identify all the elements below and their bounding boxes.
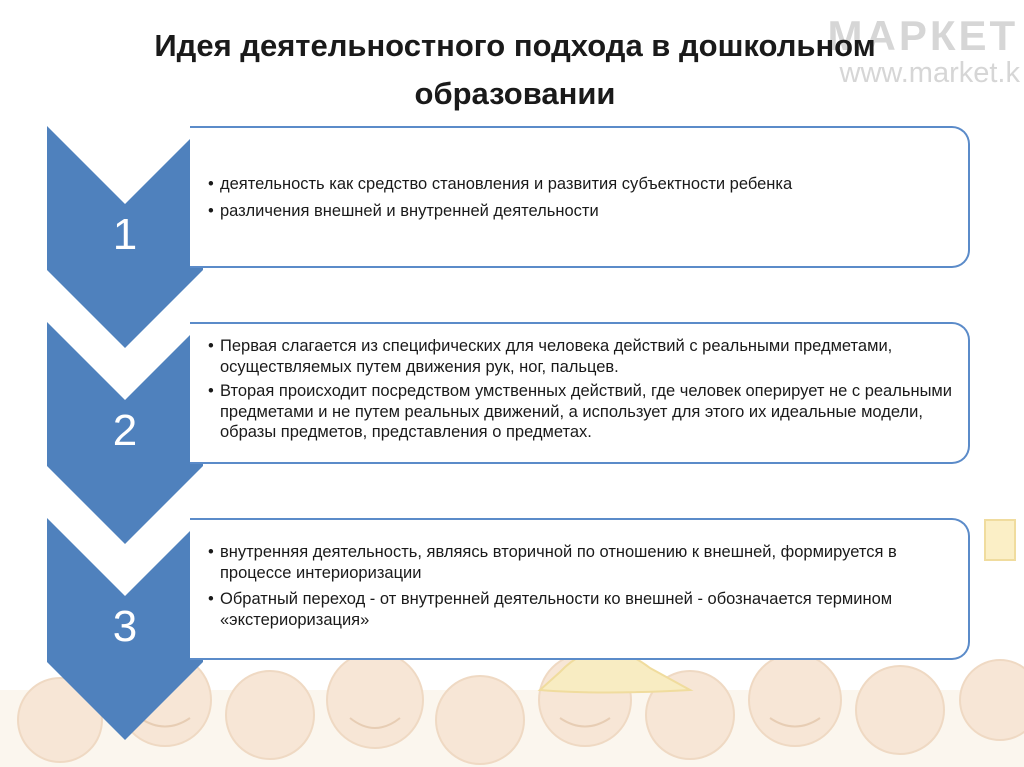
bullet-item: • Первая слагается из специфических для человека действий с реальными предметами, осуществляемых путем движения рук, ног, пальцев. bbox=[206, 336, 954, 377]
bullet-item: • внутренняя деятельность, являясь вторичной по отношению к внешней, формируется в процессе интериоризации bbox=[206, 542, 954, 583]
bullet-item: • Вторая происходит посредством умственных действий, где человек оперирует не с реальными предметами и не путем реальных движений, а использует для этого их идеальные модели, образы предметов, представления о предметах. bbox=[206, 381, 954, 443]
step-number-3: 3 bbox=[112, 602, 138, 651]
step-3-box bbox=[190, 518, 970, 660]
bullet-item: • различения внешней и внутренней деятельности bbox=[206, 201, 954, 222]
step-number-1: 1 bbox=[112, 210, 138, 259]
watermark-url: www.market.k bbox=[839, 57, 1020, 89]
slide-title: Идея деятельностного подхода в дошкольном образовании bbox=[154, 28, 876, 111]
bullet-item: • Обратный переход - от внутренней деятельности ко внешней - обозначается термином «экстериоризация» bbox=[206, 589, 954, 630]
bullet-item: • деятельность как средство становления и развития субъектности ребенка bbox=[206, 174, 954, 195]
step-number-2: 2 bbox=[112, 406, 138, 455]
step-2-box bbox=[190, 322, 970, 464]
watermark-logo: МАРКЕТ bbox=[827, 12, 1019, 59]
step-1-box bbox=[190, 126, 970, 268]
